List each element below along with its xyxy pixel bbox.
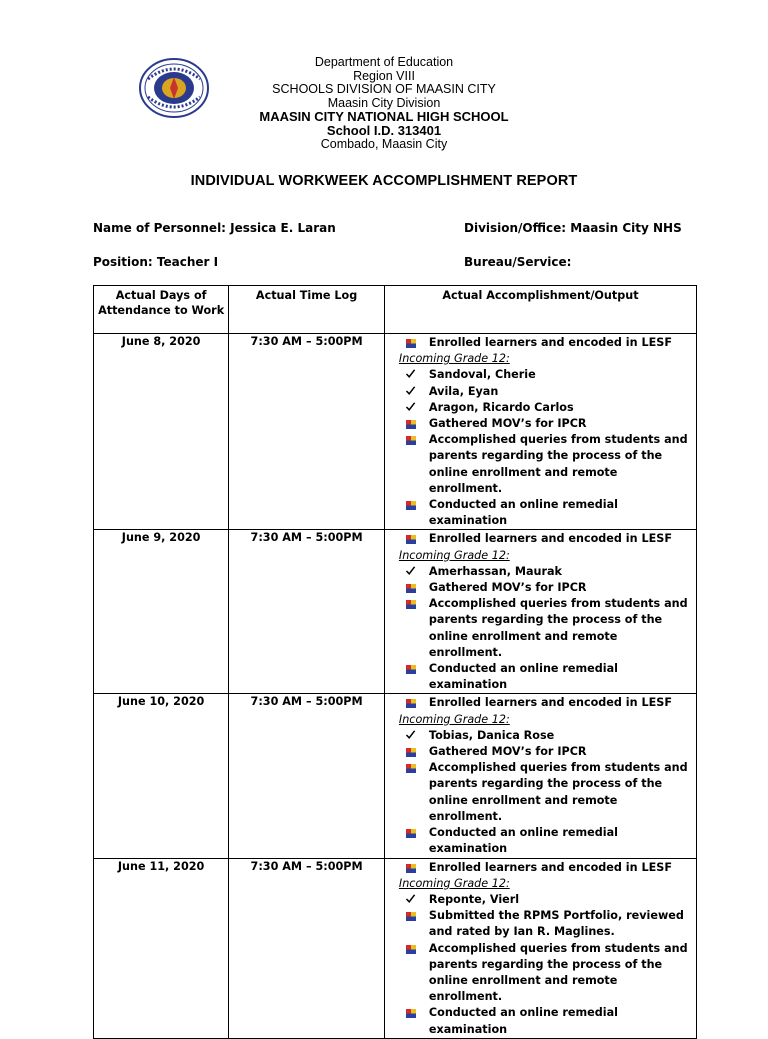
item-text: Submitted the RPMS Portfolio, reviewed and rated by Ian R. Maglines. xyxy=(428,909,684,939)
header-address: Combado, Maasin City xyxy=(320,136,448,151)
flag-bullet-icon xyxy=(404,661,418,677)
flag-bullet-icon xyxy=(404,744,418,760)
accomplishment-item xyxy=(399,860,692,876)
accomplishment-item xyxy=(399,825,692,857)
incoming-grade-label: Incoming Grade 12: xyxy=(398,548,510,562)
row-date: June 11, 2020 xyxy=(94,858,229,1038)
header-school-name: MAASIN CITY NATIONAL HIGH SCHOOL xyxy=(259,109,509,125)
item-text: Reponte, Vierl xyxy=(428,892,520,906)
item-text: Conducted an online remedial examination xyxy=(428,498,618,528)
checkmark-icon xyxy=(404,400,418,416)
accomplishment-item xyxy=(399,497,692,529)
personnel-name: Name of Personnel: Jessica E. Laran xyxy=(93,221,336,235)
division-office: Division/Office: Maasin City NHS xyxy=(464,221,682,235)
report-title: INDIVIDUAL WORKWEEK ACCOMPLISHMENT REPORT xyxy=(190,173,578,189)
flag-bullet-icon xyxy=(404,580,418,596)
flag-bullet-icon xyxy=(404,825,418,841)
row-time-log: 7:30 AM – 5:00PM xyxy=(229,858,385,1038)
checkmark-icon xyxy=(404,367,418,383)
flag-bullet-icon xyxy=(404,432,418,448)
item-text: Accomplished queries from students and parents regarding the process of the online enrollment and remote enrollment. xyxy=(428,433,688,495)
accomplishment-item xyxy=(399,596,692,661)
header-accomplishment xyxy=(384,286,696,334)
item-text: Conducted an online remedial examination xyxy=(428,662,618,692)
flag-bullet-icon xyxy=(404,941,418,957)
table-header-row xyxy=(94,286,697,334)
accomplishment-item xyxy=(399,661,692,693)
item-text: Conducted an online remedial examination xyxy=(428,1006,618,1036)
item-text: Gathered MOV’s for IPCR xyxy=(428,581,587,595)
item-text: Enrolled learners and encoded in LESF xyxy=(428,860,672,874)
flag-bullet-icon xyxy=(404,908,418,924)
accomplishment-table xyxy=(93,285,697,1039)
flag-bullet-icon xyxy=(404,335,418,351)
item-text: Tobias, Danica Rose xyxy=(428,728,555,742)
header-region: Region VIII xyxy=(353,68,415,83)
item-text: Gathered MOV’s for IPCR xyxy=(428,417,587,431)
accomplishment-item xyxy=(399,432,692,497)
header-schools-division: SCHOOLS DIVISION OF MAASIN CITY xyxy=(272,82,496,97)
accomplishment-item xyxy=(399,416,692,432)
flag-bullet-icon xyxy=(404,760,418,776)
table-row xyxy=(94,694,697,858)
row-time-log: 7:30 AM – 5:00PM xyxy=(229,334,385,530)
row-time-log: 7:30 AM – 5:00PM xyxy=(229,530,385,694)
item-text: Enrolled learners and encoded in LESF xyxy=(428,336,672,349)
item-text: Aragon, Ricardo Carlos xyxy=(428,400,574,414)
item-text: Amerhassan, Maurak xyxy=(428,564,562,578)
item-text: Accomplished queries from students and parents regarding the process of the online enrollment and remote enrollment. xyxy=(428,761,688,823)
item-text: Enrolled learners and encoded in LESF xyxy=(428,532,672,546)
flag-bullet-icon xyxy=(404,531,418,547)
accomplishment-item xyxy=(399,695,692,711)
accomplishment-item xyxy=(399,908,692,940)
header-time-log xyxy=(229,286,385,334)
learner-item xyxy=(399,367,692,383)
row-accomplishments xyxy=(384,694,696,858)
header-city-division: Maasin City Division xyxy=(327,95,441,110)
incoming-grade-label: Incoming Grade 12: xyxy=(398,876,510,890)
flag-bullet-icon xyxy=(404,860,418,876)
flag-bullet-icon xyxy=(404,1005,418,1021)
document-header xyxy=(180,56,588,151)
checkmark-icon xyxy=(404,564,418,580)
flag-bullet-icon xyxy=(404,416,418,432)
accomplishment-item xyxy=(399,941,692,1006)
item-text: Avila, Eyan xyxy=(428,384,499,398)
accomplishment-item xyxy=(399,1005,692,1037)
row-accomplishments xyxy=(384,858,696,1038)
header-time-log-label: Actual Time Log xyxy=(255,289,358,302)
item-text: Gathered MOV’s for IPCR xyxy=(428,745,587,759)
header-days-attendance-label: Actual Days of Attendance to Work xyxy=(98,289,225,317)
row-date: June 9, 2020 xyxy=(94,530,229,694)
learner-item xyxy=(399,384,692,400)
header-accomplishment-label: Actual Accomplishment/Output xyxy=(442,289,639,302)
incoming-grade-label: Incoming Grade 12: xyxy=(398,712,510,726)
flag-bullet-icon xyxy=(404,695,418,711)
flag-bullet-icon xyxy=(404,596,418,612)
learner-item xyxy=(399,564,692,580)
item-text: Accomplished queries from students and parents regarding the process of the online enrollment and remote enrollment. xyxy=(428,941,688,1004)
table-row xyxy=(94,858,697,1038)
accomplishment-item xyxy=(399,744,692,760)
incoming-grade-label: Incoming Grade 12: xyxy=(398,352,510,366)
accomplishment-item xyxy=(399,760,692,825)
table-row xyxy=(94,530,697,694)
accomplishment-item xyxy=(399,531,692,547)
bureau-service: Bureau/Service: xyxy=(464,255,572,269)
learner-item xyxy=(399,892,692,908)
item-text: Accomplished queries from students and parents regarding the process of the online enrollment and remote enrollment. xyxy=(428,597,688,659)
header-school-id: School I.D. 313401 xyxy=(326,122,442,138)
checkmark-icon xyxy=(404,892,418,908)
item-text: Conducted an online remedial examination xyxy=(428,826,618,856)
row-date: June 8, 2020 xyxy=(94,334,229,530)
personnel-position: Position: Teacher I xyxy=(93,255,219,269)
accomplishment-item xyxy=(399,580,692,596)
item-text: Sandoval, Cherie xyxy=(428,368,536,382)
learner-item xyxy=(399,400,692,416)
checkmark-icon xyxy=(404,384,418,400)
header-department: Department of Education xyxy=(314,55,454,69)
learner-item xyxy=(399,728,692,744)
row-accomplishments xyxy=(384,334,696,530)
flag-bullet-icon xyxy=(404,497,418,513)
item-text: Enrolled learners and encoded in LESF xyxy=(428,696,672,710)
row-time-log: 7:30 AM – 5:00PM xyxy=(229,694,385,858)
row-date: June 10, 2020 xyxy=(94,694,229,858)
checkmark-icon xyxy=(404,728,418,744)
table-body xyxy=(94,334,697,1039)
table-row xyxy=(94,334,697,530)
row-accomplishments xyxy=(384,530,696,694)
header-days-attendance xyxy=(94,286,229,334)
accomplishment-item xyxy=(399,335,692,351)
